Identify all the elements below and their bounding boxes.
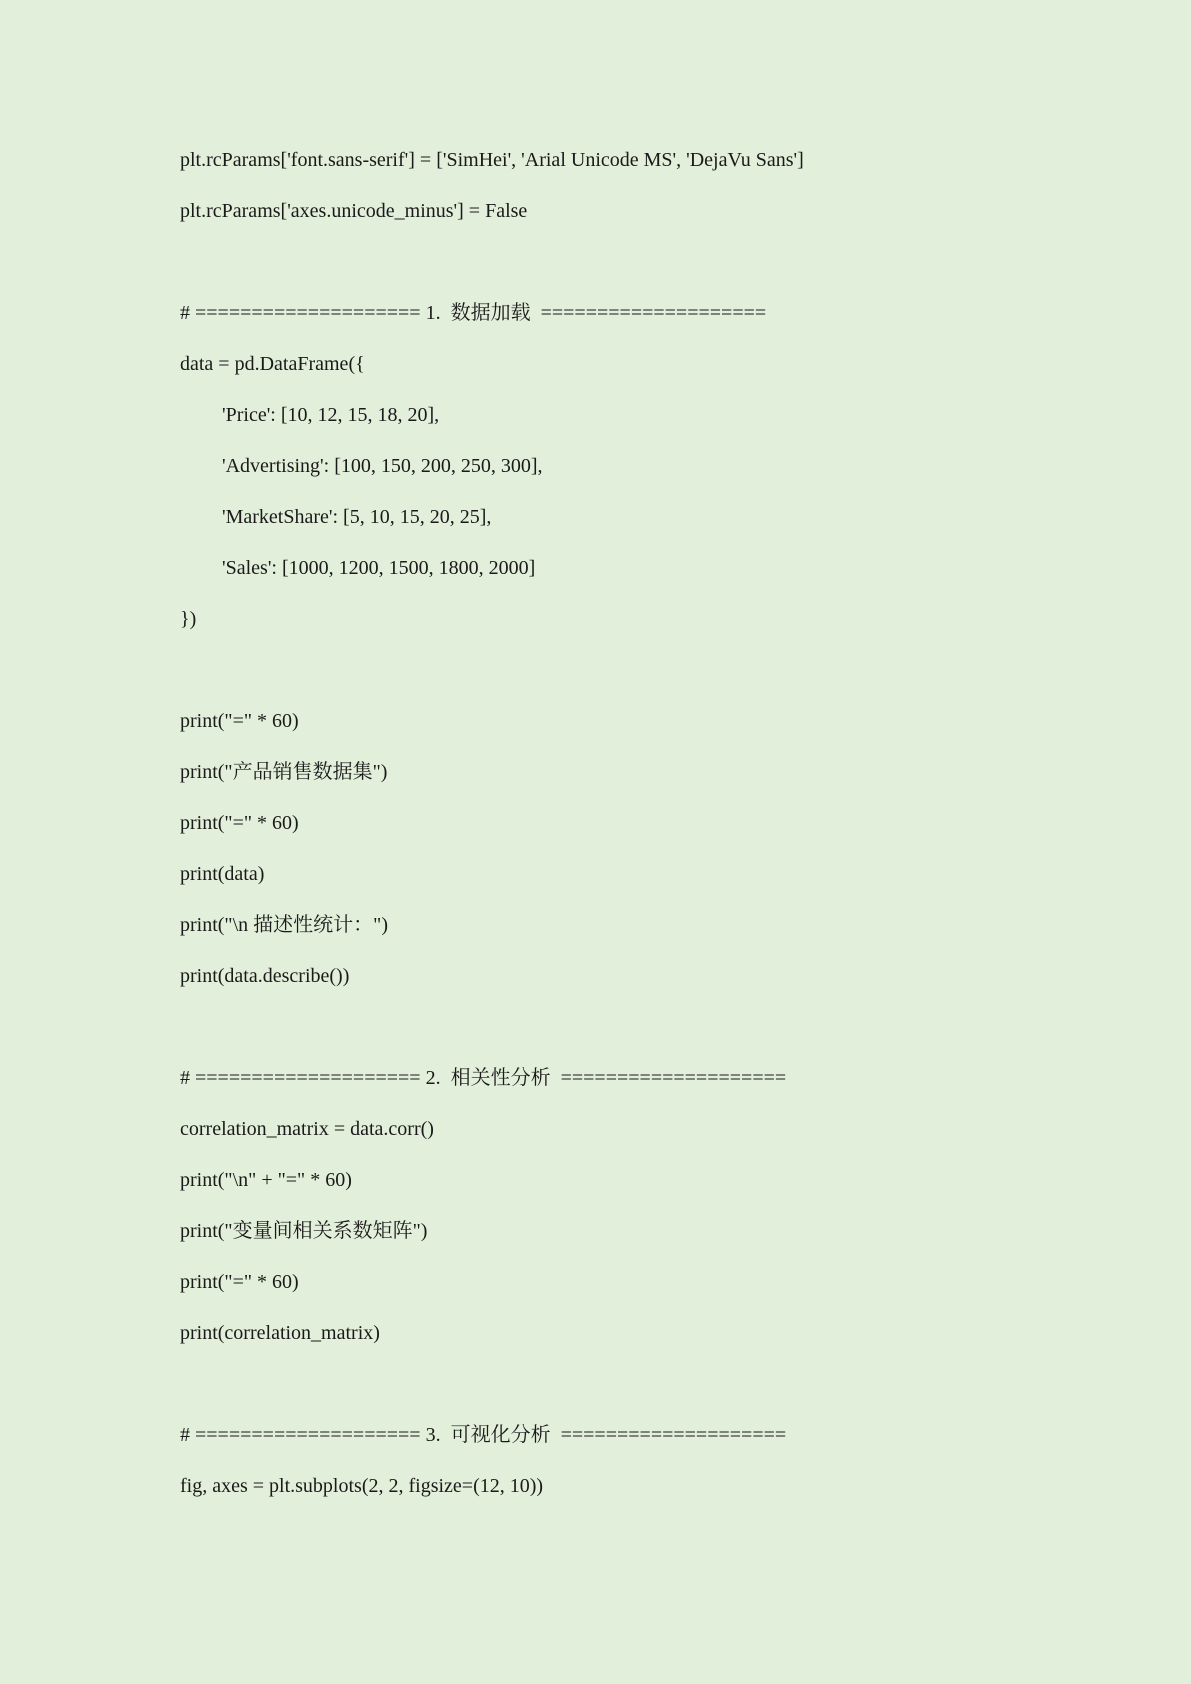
blank-line [180,1005,1140,1056]
code-line-corr: correlation_matrix = data.corr() [180,1118,434,1140]
code-line-print-matrix-title: print("变量间相关系数矩阵") [180,1220,428,1242]
code-document [180,138,1140,1515]
code-line-advertising: 'Advertising': [100, 150, 200, 250, 300], [222,455,543,477]
code-line-rcparams-font: plt.rcParams['font.sans-serif'] = ['SimHei', 'Arial Unicode MS', 'DejaVu Sans'] [180,149,804,171]
code-line-print-data: print(data) [180,863,265,885]
section-comment-visualization: # ==================== 3. 可视化分析 ==================== [180,1424,787,1446]
code-line-sales: 'Sales': [1000, 1200, 1500, 1800, 2000] [222,557,536,579]
code-line-print-matrix: print(correlation_matrix) [180,1322,380,1344]
code-line-print-separator: print("=" * 60) [180,812,299,834]
code-line-print-describe: print(data.describe()) [180,965,350,987]
code-line-rcparams-minus: plt.rcParams['axes.unicode_minus'] = False [180,200,528,222]
code-line-dataframe-open: data = pd.DataFrame({ [180,353,365,375]
code-line-subplots: fig, axes = plt.subplots(2, 2, figsize=(12, 10)) [180,1475,544,1497]
code-line-price: 'Price': [10, 12, 15, 18, 20], [222,404,440,426]
code-line-print-separator: print("=" * 60) [180,710,299,732]
blank-line [180,240,1140,291]
code-line-print-separator: print("=" * 60) [180,1271,299,1293]
code-line-dataframe-close: }) [180,608,197,630]
section-comment-correlation: # ==================== 2. 相关性分析 ==================== [180,1067,787,1089]
blank-line [180,1362,1140,1413]
code-line-print-stats-heading: print("\n 描述性统计：") [180,914,388,936]
section-comment-data-loading: # ==================== 1. 数据加载 ==================== [180,302,767,324]
blank-line [180,648,1140,699]
code-line-marketshare: 'MarketShare': [5, 10, 15, 20, 25], [222,506,492,528]
code-line-print-title: print("产品销售数据集") [180,761,388,783]
code-line-print-newline-separator: print("\n" + "=" * 60) [180,1169,352,1191]
